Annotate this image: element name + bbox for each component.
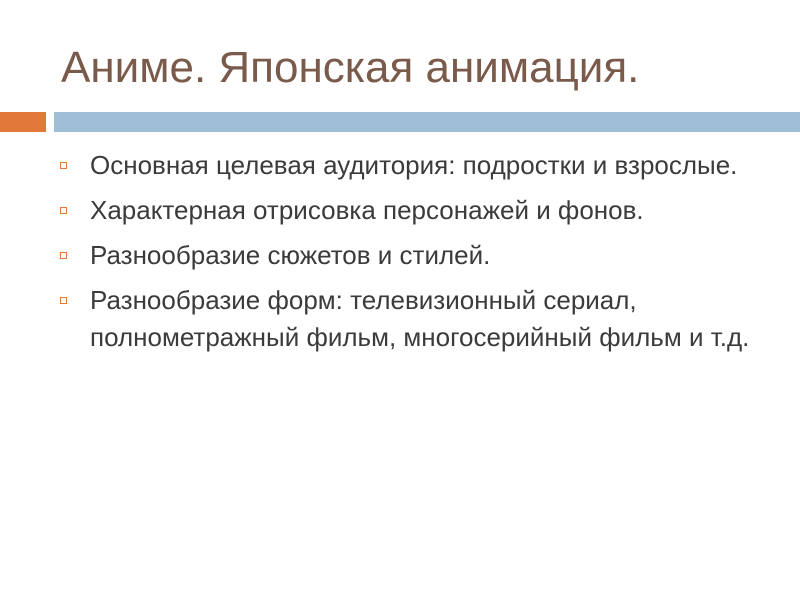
title-underline-accent-blue [54, 112, 800, 132]
bullet-item [60, 192, 780, 229]
bullet-text: Разнообразие сюжетов и стилей. [90, 240, 491, 270]
bullet-item [60, 282, 780, 356]
bullet-text: Основная целевая аудитория: подростки и взрослые. [90, 150, 738, 180]
bullet-text: Характерная отрисовка персонажей и фонов. [90, 195, 644, 225]
bullet-item [60, 237, 780, 274]
title-underline-accent-orange [0, 112, 46, 132]
slide-title: Аниме. Японская анимация. [61, 43, 640, 92]
square-bullet-icon [60, 252, 67, 259]
bullet-item [60, 147, 780, 184]
square-bullet-icon [60, 162, 67, 169]
bullet-text: Разнообразие форм: телевизионный сериал, полнометражный фильм, многосерийный фильм и т.д. [90, 285, 750, 352]
square-bullet-icon [60, 207, 67, 214]
bullet-list [60, 147, 780, 364]
square-bullet-icon [60, 297, 67, 304]
